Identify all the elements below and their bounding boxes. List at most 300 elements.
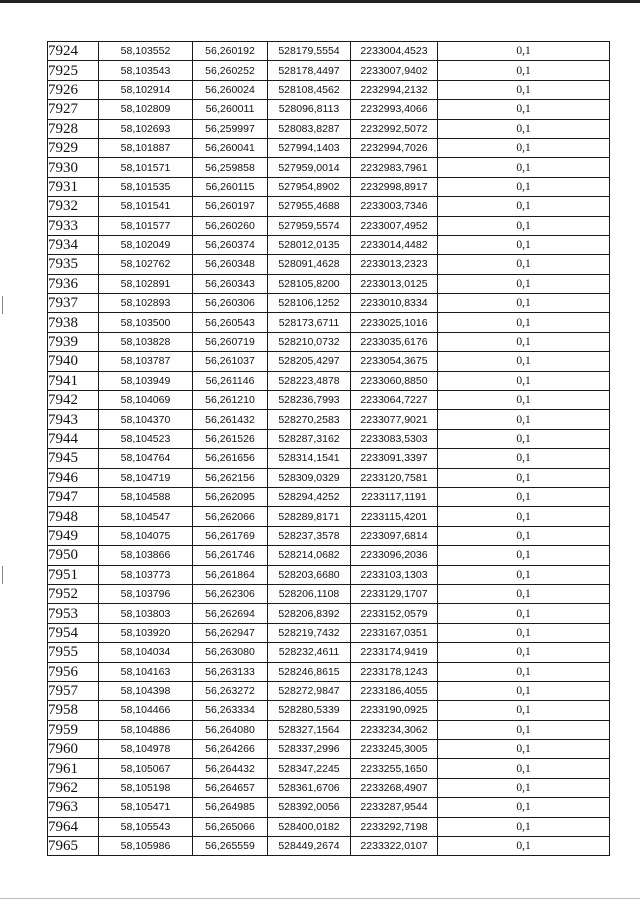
accuracy-cell: 0,1 bbox=[438, 352, 610, 371]
table-row bbox=[48, 294, 610, 313]
latitude-cell: 58,103796 bbox=[99, 584, 193, 603]
point-number-cell: 7928 bbox=[48, 119, 99, 138]
latitude-cell: 58,102762 bbox=[99, 255, 193, 274]
accuracy-cell: 0,1 bbox=[438, 138, 610, 157]
point-number-cell: 7936 bbox=[48, 274, 99, 293]
table-row bbox=[48, 798, 610, 817]
latitude-cell: 58,102914 bbox=[99, 80, 193, 99]
table-row bbox=[48, 274, 610, 293]
accuracy-cell: 0,1 bbox=[438, 507, 610, 526]
x-coordinate-cell: 528361,6706 bbox=[268, 778, 351, 797]
table-row bbox=[48, 662, 610, 681]
y-coordinate-cell: 2233097,6814 bbox=[351, 526, 438, 545]
longitude-cell: 56,261432 bbox=[193, 410, 268, 429]
y-coordinate-cell: 2233115,4201 bbox=[351, 507, 438, 526]
latitude-cell: 58,104547 bbox=[99, 507, 193, 526]
table-row bbox=[48, 410, 610, 429]
longitude-cell: 56,261864 bbox=[193, 565, 268, 584]
y-coordinate-cell: 2233234,3062 bbox=[351, 720, 438, 739]
longitude-cell: 56,259997 bbox=[193, 119, 268, 138]
table-row bbox=[48, 352, 610, 371]
table-row bbox=[48, 197, 610, 216]
latitude-cell: 58,104523 bbox=[99, 429, 193, 448]
accuracy-cell: 0,1 bbox=[438, 837, 610, 856]
y-coordinate-cell: 2233174,9419 bbox=[351, 643, 438, 662]
accuracy-cell: 0,1 bbox=[438, 759, 610, 778]
x-coordinate-cell: 528400,0182 bbox=[268, 817, 351, 836]
latitude-cell: 58,104588 bbox=[99, 487, 193, 506]
table-row bbox=[48, 158, 610, 177]
point-number-cell: 7963 bbox=[48, 798, 99, 817]
page-edge-mark bbox=[2, 566, 3, 584]
longitude-cell: 56,262694 bbox=[193, 604, 268, 623]
longitude-cell: 56,263272 bbox=[193, 681, 268, 700]
x-coordinate-cell: 528206,8392 bbox=[268, 604, 351, 623]
y-coordinate-cell: 2233190,0925 bbox=[351, 701, 438, 720]
table-row bbox=[48, 778, 610, 797]
point-number-cell: 7954 bbox=[48, 623, 99, 642]
x-coordinate-cell: 528105,8200 bbox=[268, 274, 351, 293]
accuracy-cell: 0,1 bbox=[438, 623, 610, 642]
longitude-cell: 56,261769 bbox=[193, 526, 268, 545]
point-number-cell: 7959 bbox=[48, 720, 99, 739]
latitude-cell: 58,104069 bbox=[99, 391, 193, 410]
accuracy-cell: 0,1 bbox=[438, 429, 610, 448]
x-coordinate-cell: 528178,4497 bbox=[268, 61, 351, 80]
y-coordinate-cell: 2233007,9402 bbox=[351, 61, 438, 80]
point-number-cell: 7965 bbox=[48, 837, 99, 856]
latitude-cell: 58,105198 bbox=[99, 778, 193, 797]
table-row bbox=[48, 740, 610, 759]
longitude-cell: 56,260252 bbox=[193, 61, 268, 80]
longitude-cell: 56,260543 bbox=[193, 313, 268, 332]
point-number-cell: 7930 bbox=[48, 158, 99, 177]
table-row bbox=[48, 313, 610, 332]
y-coordinate-cell: 2233014,4482 bbox=[351, 235, 438, 254]
table-row bbox=[48, 429, 610, 448]
x-coordinate-cell: 528392,0056 bbox=[268, 798, 351, 817]
accuracy-cell: 0,1 bbox=[438, 526, 610, 545]
accuracy-cell: 0,1 bbox=[438, 371, 610, 390]
table-row bbox=[48, 584, 610, 603]
y-coordinate-cell: 2233167,0351 bbox=[351, 623, 438, 642]
point-number-cell: 7960 bbox=[48, 740, 99, 759]
y-coordinate-cell: 2233287,9544 bbox=[351, 798, 438, 817]
point-number-cell: 7940 bbox=[48, 352, 99, 371]
page-top-rule bbox=[0, 0, 640, 3]
y-coordinate-cell: 2233268,4907 bbox=[351, 778, 438, 797]
point-number-cell: 7955 bbox=[48, 643, 99, 662]
x-coordinate-cell: 528237,3578 bbox=[268, 526, 351, 545]
y-coordinate-cell: 2233129,1707 bbox=[351, 584, 438, 603]
point-number-cell: 7941 bbox=[48, 371, 99, 390]
latitude-cell: 58,101577 bbox=[99, 216, 193, 235]
x-coordinate-cell: 528219,7432 bbox=[268, 623, 351, 642]
x-coordinate-cell: 527955,4688 bbox=[268, 197, 351, 216]
accuracy-cell: 0,1 bbox=[438, 681, 610, 700]
y-coordinate-cell: 2232992,5072 bbox=[351, 119, 438, 138]
table-row bbox=[48, 701, 610, 720]
y-coordinate-cell: 2233178,1243 bbox=[351, 662, 438, 681]
accuracy-cell: 0,1 bbox=[438, 313, 610, 332]
accuracy-cell: 0,1 bbox=[438, 158, 610, 177]
point-number-cell: 7935 bbox=[48, 255, 99, 274]
accuracy-cell: 0,1 bbox=[438, 80, 610, 99]
latitude-cell: 58,102893 bbox=[99, 294, 193, 313]
y-coordinate-cell: 2232993,4066 bbox=[351, 100, 438, 119]
table-row bbox=[48, 119, 610, 138]
y-coordinate-cell: 2233077,9021 bbox=[351, 410, 438, 429]
latitude-cell: 58,102809 bbox=[99, 100, 193, 119]
latitude-cell: 58,103500 bbox=[99, 313, 193, 332]
latitude-cell: 58,104075 bbox=[99, 526, 193, 545]
point-number-cell: 7964 bbox=[48, 817, 99, 836]
latitude-cell: 58,105986 bbox=[99, 837, 193, 856]
accuracy-cell: 0,1 bbox=[438, 235, 610, 254]
latitude-cell: 58,102693 bbox=[99, 119, 193, 138]
accuracy-cell: 0,1 bbox=[438, 720, 610, 739]
coordinate-table-sheet bbox=[47, 41, 610, 856]
table-row bbox=[48, 487, 610, 506]
accuracy-cell: 0,1 bbox=[438, 643, 610, 662]
latitude-cell: 58,103803 bbox=[99, 604, 193, 623]
table-row bbox=[48, 837, 610, 856]
x-coordinate-cell: 528280,5339 bbox=[268, 701, 351, 720]
accuracy-cell: 0,1 bbox=[438, 100, 610, 119]
accuracy-cell: 0,1 bbox=[438, 255, 610, 274]
x-coordinate-cell: 528203,6680 bbox=[268, 565, 351, 584]
point-number-cell: 7927 bbox=[48, 100, 99, 119]
table-row bbox=[48, 235, 610, 254]
longitude-cell: 56,261526 bbox=[193, 429, 268, 448]
longitude-cell: 56,262066 bbox=[193, 507, 268, 526]
x-coordinate-cell: 527959,5574 bbox=[268, 216, 351, 235]
accuracy-cell: 0,1 bbox=[438, 817, 610, 836]
table-row bbox=[48, 255, 610, 274]
y-coordinate-cell: 2233025,1016 bbox=[351, 313, 438, 332]
accuracy-cell: 0,1 bbox=[438, 449, 610, 468]
y-coordinate-cell: 2233010,8334 bbox=[351, 294, 438, 313]
point-number-cell: 7956 bbox=[48, 662, 99, 681]
y-coordinate-cell: 2232994,2132 bbox=[351, 80, 438, 99]
x-coordinate-cell: 528083,8287 bbox=[268, 119, 351, 138]
accuracy-cell: 0,1 bbox=[438, 468, 610, 487]
accuracy-cell: 0,1 bbox=[438, 565, 610, 584]
point-number-cell: 7934 bbox=[48, 235, 99, 254]
point-number-cell: 7926 bbox=[48, 80, 99, 99]
x-coordinate-cell: 528223,4878 bbox=[268, 371, 351, 390]
y-coordinate-cell: 2233054,3675 bbox=[351, 352, 438, 371]
x-coordinate-cell: 528205,4297 bbox=[268, 352, 351, 371]
longitude-cell: 56,260024 bbox=[193, 80, 268, 99]
x-coordinate-cell: 528314,1541 bbox=[268, 449, 351, 468]
table-row bbox=[48, 468, 610, 487]
latitude-cell: 58,103828 bbox=[99, 332, 193, 351]
y-coordinate-cell: 2233152,0579 bbox=[351, 604, 438, 623]
latitude-cell: 58,104370 bbox=[99, 410, 193, 429]
point-number-cell: 7950 bbox=[48, 546, 99, 565]
x-coordinate-cell: 528449,2674 bbox=[268, 837, 351, 856]
point-number-cell: 7952 bbox=[48, 584, 99, 603]
accuracy-cell: 0,1 bbox=[438, 274, 610, 293]
point-number-cell: 7932 bbox=[48, 197, 99, 216]
y-coordinate-cell: 2232983,7961 bbox=[351, 158, 438, 177]
accuracy-cell: 0,1 bbox=[438, 42, 610, 61]
accuracy-cell: 0,1 bbox=[438, 662, 610, 681]
longitude-cell: 56,262156 bbox=[193, 468, 268, 487]
x-coordinate-cell: 528106,1252 bbox=[268, 294, 351, 313]
latitude-cell: 58,104398 bbox=[99, 681, 193, 700]
table-row bbox=[48, 216, 610, 235]
y-coordinate-cell: 2233096,2036 bbox=[351, 546, 438, 565]
accuracy-cell: 0,1 bbox=[438, 740, 610, 759]
accuracy-cell: 0,1 bbox=[438, 778, 610, 797]
longitude-cell: 56,260260 bbox=[193, 216, 268, 235]
table-row bbox=[48, 371, 610, 390]
y-coordinate-cell: 2233035,6176 bbox=[351, 332, 438, 351]
latitude-cell: 58,103866 bbox=[99, 546, 193, 565]
y-coordinate-cell: 2233091,3397 bbox=[351, 449, 438, 468]
longitude-cell: 56,261146 bbox=[193, 371, 268, 390]
table-row bbox=[48, 681, 610, 700]
x-coordinate-cell: 528287,3162 bbox=[268, 429, 351, 448]
longitude-cell: 56,260192 bbox=[193, 42, 268, 61]
coordinate-table bbox=[47, 41, 610, 856]
latitude-cell: 58,105067 bbox=[99, 759, 193, 778]
table-row bbox=[48, 449, 610, 468]
longitude-cell: 56,261210 bbox=[193, 391, 268, 410]
point-number-cell: 7931 bbox=[48, 177, 99, 196]
y-coordinate-cell: 2233186,4055 bbox=[351, 681, 438, 700]
x-coordinate-cell: 527959,0014 bbox=[268, 158, 351, 177]
latitude-cell: 58,104886 bbox=[99, 720, 193, 739]
x-coordinate-cell: 528091,4628 bbox=[268, 255, 351, 274]
y-coordinate-cell: 2232994,7026 bbox=[351, 138, 438, 157]
longitude-cell: 56,262095 bbox=[193, 487, 268, 506]
y-coordinate-cell: 2233004,4523 bbox=[351, 42, 438, 61]
y-coordinate-cell: 2233117,1191 bbox=[351, 487, 438, 506]
longitude-cell: 56,261656 bbox=[193, 449, 268, 468]
latitude-cell: 58,103543 bbox=[99, 61, 193, 80]
point-number-cell: 7943 bbox=[48, 410, 99, 429]
table-row bbox=[48, 526, 610, 545]
latitude-cell: 58,103552 bbox=[99, 42, 193, 61]
point-number-cell: 7937 bbox=[48, 294, 99, 313]
x-coordinate-cell: 528210,0732 bbox=[268, 332, 351, 351]
point-number-cell: 7924 bbox=[48, 42, 99, 61]
point-number-cell: 7961 bbox=[48, 759, 99, 778]
x-coordinate-cell: 528272,9847 bbox=[268, 681, 351, 700]
y-coordinate-cell: 2233007,4952 bbox=[351, 216, 438, 235]
x-coordinate-cell: 527954,8902 bbox=[268, 177, 351, 196]
point-number-cell: 7946 bbox=[48, 468, 99, 487]
x-coordinate-cell: 528327,1564 bbox=[268, 720, 351, 739]
point-number-cell: 7929 bbox=[48, 138, 99, 157]
accuracy-cell: 0,1 bbox=[438, 487, 610, 506]
point-number-cell: 7953 bbox=[48, 604, 99, 623]
latitude-cell: 58,105543 bbox=[99, 817, 193, 836]
table-row bbox=[48, 332, 610, 351]
latitude-cell: 58,104978 bbox=[99, 740, 193, 759]
x-coordinate-cell: 528246,8615 bbox=[268, 662, 351, 681]
point-number-cell: 7945 bbox=[48, 449, 99, 468]
y-coordinate-cell: 2233060,8850 bbox=[351, 371, 438, 390]
point-number-cell: 7938 bbox=[48, 313, 99, 332]
y-coordinate-cell: 2233255,1650 bbox=[351, 759, 438, 778]
y-coordinate-cell: 2233120,7581 bbox=[351, 468, 438, 487]
latitude-cell: 58,104719 bbox=[99, 468, 193, 487]
x-coordinate-cell: 528309,0329 bbox=[268, 468, 351, 487]
x-coordinate-cell: 528337,2996 bbox=[268, 740, 351, 759]
table-row bbox=[48, 177, 610, 196]
y-coordinate-cell: 2233245,3005 bbox=[351, 740, 438, 759]
longitude-cell: 56,263080 bbox=[193, 643, 268, 662]
longitude-cell: 56,264266 bbox=[193, 740, 268, 759]
x-coordinate-cell: 528289,8171 bbox=[268, 507, 351, 526]
longitude-cell: 56,261037 bbox=[193, 352, 268, 371]
longitude-cell: 56,260719 bbox=[193, 332, 268, 351]
latitude-cell: 58,104163 bbox=[99, 662, 193, 681]
accuracy-cell: 0,1 bbox=[438, 61, 610, 80]
y-coordinate-cell: 2233003,7346 bbox=[351, 197, 438, 216]
longitude-cell: 56,264985 bbox=[193, 798, 268, 817]
longitude-cell: 56,264432 bbox=[193, 759, 268, 778]
x-coordinate-cell: 528096,8113 bbox=[268, 100, 351, 119]
accuracy-cell: 0,1 bbox=[438, 216, 610, 235]
x-coordinate-cell: 528347,2245 bbox=[268, 759, 351, 778]
accuracy-cell: 0,1 bbox=[438, 701, 610, 720]
latitude-cell: 58,103920 bbox=[99, 623, 193, 642]
point-number-cell: 7951 bbox=[48, 565, 99, 584]
point-number-cell: 7939 bbox=[48, 332, 99, 351]
accuracy-cell: 0,1 bbox=[438, 546, 610, 565]
longitude-cell: 56,260011 bbox=[193, 100, 268, 119]
table-row bbox=[48, 61, 610, 80]
coordinate-table-body bbox=[48, 42, 610, 856]
table-row bbox=[48, 643, 610, 662]
point-number-cell: 7933 bbox=[48, 216, 99, 235]
point-number-cell: 7944 bbox=[48, 429, 99, 448]
table-row bbox=[48, 623, 610, 642]
latitude-cell: 58,103787 bbox=[99, 352, 193, 371]
point-number-cell: 7948 bbox=[48, 507, 99, 526]
latitude-cell: 58,105471 bbox=[99, 798, 193, 817]
table-row bbox=[48, 604, 610, 623]
x-coordinate-cell: 528294,4252 bbox=[268, 487, 351, 506]
page-bottom-rule bbox=[0, 898, 640, 899]
table-row bbox=[48, 817, 610, 836]
longitude-cell: 56,260343 bbox=[193, 274, 268, 293]
latitude-cell: 58,101541 bbox=[99, 197, 193, 216]
y-coordinate-cell: 2233322,0107 bbox=[351, 837, 438, 856]
y-coordinate-cell: 2232998,8917 bbox=[351, 177, 438, 196]
latitude-cell: 58,101887 bbox=[99, 138, 193, 157]
table-row bbox=[48, 100, 610, 119]
longitude-cell: 56,264657 bbox=[193, 778, 268, 797]
table-row bbox=[48, 759, 610, 778]
table-row bbox=[48, 507, 610, 526]
longitude-cell: 56,264080 bbox=[193, 720, 268, 739]
y-coordinate-cell: 2233013,0125 bbox=[351, 274, 438, 293]
x-coordinate-cell: 527994,1403 bbox=[268, 138, 351, 157]
x-coordinate-cell: 528179,5554 bbox=[268, 42, 351, 61]
longitude-cell: 56,260115 bbox=[193, 177, 268, 196]
page-edge-mark bbox=[2, 296, 3, 314]
accuracy-cell: 0,1 bbox=[438, 119, 610, 138]
accuracy-cell: 0,1 bbox=[438, 294, 610, 313]
x-coordinate-cell: 528214,0682 bbox=[268, 546, 351, 565]
x-coordinate-cell: 528012,0135 bbox=[268, 235, 351, 254]
table-row bbox=[48, 565, 610, 584]
latitude-cell: 58,102049 bbox=[99, 235, 193, 254]
longitude-cell: 56,262947 bbox=[193, 623, 268, 642]
latitude-cell: 58,102891 bbox=[99, 274, 193, 293]
point-number-cell: 7942 bbox=[48, 391, 99, 410]
accuracy-cell: 0,1 bbox=[438, 410, 610, 429]
table-row bbox=[48, 42, 610, 61]
longitude-cell: 56,265066 bbox=[193, 817, 268, 836]
x-coordinate-cell: 528206,1108 bbox=[268, 584, 351, 603]
accuracy-cell: 0,1 bbox=[438, 177, 610, 196]
table-row bbox=[48, 720, 610, 739]
accuracy-cell: 0,1 bbox=[438, 584, 610, 603]
latitude-cell: 58,104034 bbox=[99, 643, 193, 662]
longitude-cell: 56,260306 bbox=[193, 294, 268, 313]
point-number-cell: 7957 bbox=[48, 681, 99, 700]
x-coordinate-cell: 528270,2583 bbox=[268, 410, 351, 429]
y-coordinate-cell: 2233083,5303 bbox=[351, 429, 438, 448]
longitude-cell: 56,260348 bbox=[193, 255, 268, 274]
longitude-cell: 56,263133 bbox=[193, 662, 268, 681]
longitude-cell: 56,263334 bbox=[193, 701, 268, 720]
point-number-cell: 7925 bbox=[48, 61, 99, 80]
y-coordinate-cell: 2233064,7227 bbox=[351, 391, 438, 410]
x-coordinate-cell: 528236,7993 bbox=[268, 391, 351, 410]
x-coordinate-cell: 528232,4611 bbox=[268, 643, 351, 662]
longitude-cell: 56,261746 bbox=[193, 546, 268, 565]
accuracy-cell: 0,1 bbox=[438, 197, 610, 216]
table-row bbox=[48, 138, 610, 157]
x-coordinate-cell: 528173,6711 bbox=[268, 313, 351, 332]
accuracy-cell: 0,1 bbox=[438, 332, 610, 351]
accuracy-cell: 0,1 bbox=[438, 604, 610, 623]
longitude-cell: 56,260197 bbox=[193, 197, 268, 216]
latitude-cell: 58,103949 bbox=[99, 371, 193, 390]
longitude-cell: 56,260374 bbox=[193, 235, 268, 254]
point-number-cell: 7958 bbox=[48, 701, 99, 720]
y-coordinate-cell: 2233013,2323 bbox=[351, 255, 438, 274]
latitude-cell: 58,101571 bbox=[99, 158, 193, 177]
latitude-cell: 58,101535 bbox=[99, 177, 193, 196]
y-coordinate-cell: 2233292,7198 bbox=[351, 817, 438, 836]
x-coordinate-cell: 528108,4562 bbox=[268, 80, 351, 99]
table-row bbox=[48, 391, 610, 410]
longitude-cell: 56,262306 bbox=[193, 584, 268, 603]
longitude-cell: 56,265559 bbox=[193, 837, 268, 856]
point-number-cell: 7962 bbox=[48, 778, 99, 797]
accuracy-cell: 0,1 bbox=[438, 391, 610, 410]
longitude-cell: 56,260041 bbox=[193, 138, 268, 157]
latitude-cell: 58,104466 bbox=[99, 701, 193, 720]
latitude-cell: 58,103773 bbox=[99, 565, 193, 584]
longitude-cell: 56,259858 bbox=[193, 158, 268, 177]
point-number-cell: 7949 bbox=[48, 526, 99, 545]
y-coordinate-cell: 2233103,1303 bbox=[351, 565, 438, 584]
accuracy-cell: 0,1 bbox=[438, 798, 610, 817]
latitude-cell: 58,104764 bbox=[99, 449, 193, 468]
point-number-cell: 7947 bbox=[48, 487, 99, 506]
table-row bbox=[48, 80, 610, 99]
